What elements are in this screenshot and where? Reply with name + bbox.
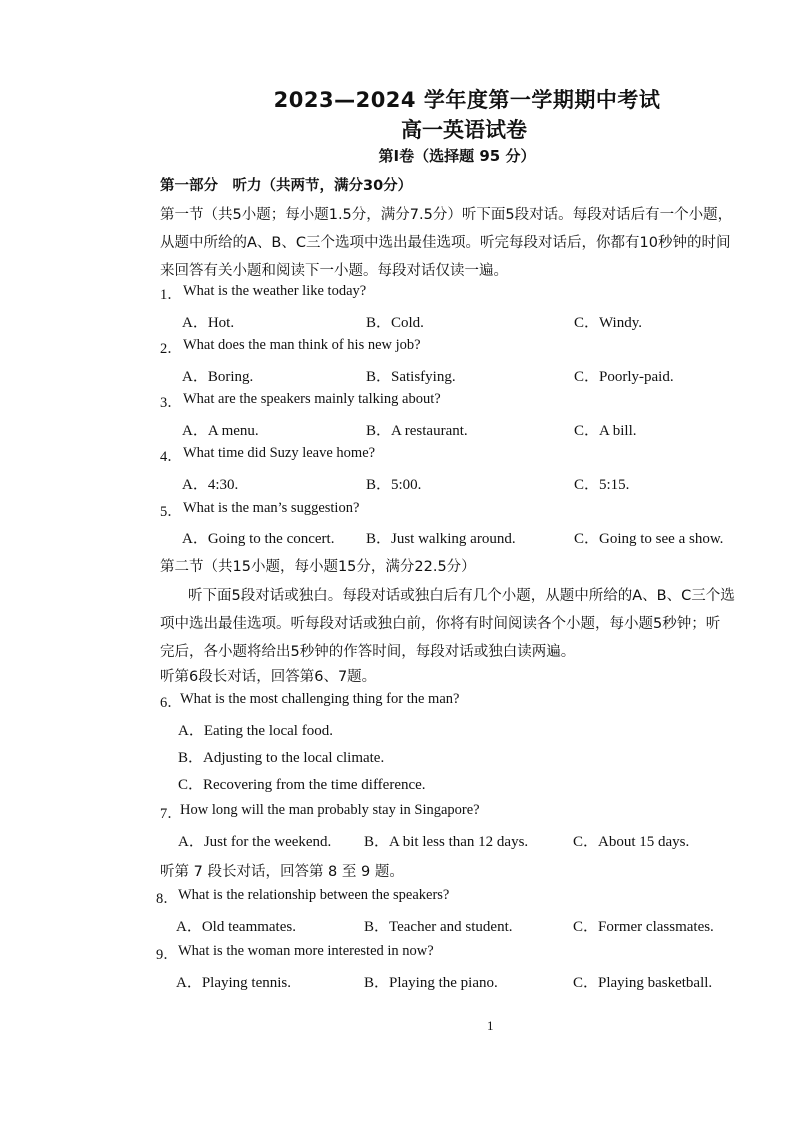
question-number: 6． [160,695,182,711]
question-number: 5． [160,504,182,520]
question-text: What is the most challenging thing for the man? [180,691,460,707]
option-b: B．Cold. [366,315,424,331]
option-a: A．A menu. [182,423,259,439]
option-a: A．Going to the concert. [182,531,335,547]
question-number: 3． [160,395,182,411]
question-text: What are the speakers mainly talking about? [183,391,441,407]
option-a: A．Playing tennis. [176,975,291,991]
dialog-note: 听第6段长对话，回答第6、7题。 [160,669,377,685]
option-b: B．A restaurant. [366,423,468,439]
option-b: B．Adjusting to the local climate. [178,750,385,766]
volume-heading: 第Ⅰ卷（选择题 95 分） [378,147,536,165]
page-number: 1 [487,1018,494,1033]
option-b: B．5:00. [366,477,422,493]
question-text: What is the weather like today? [183,283,367,299]
exam-title: 2023—2024 学年度第一学期期中考试 [273,88,661,112]
exam-subtitle: 高一英语试卷 [401,118,527,142]
option-b: B．Satisfying. [366,369,456,385]
option-b: B．Just walking around. [366,531,516,547]
option-c: C．Playing basketball. [573,975,713,991]
option-c: C．Windy. [574,315,643,331]
question-number: 1． [160,287,182,303]
question-text: What is the man’s suggestion? [183,500,360,516]
option-c: C．Former classmates. [573,919,714,935]
option-a: A．Old teammates. [176,919,296,935]
option-a: A．Boring. [182,369,254,385]
question-number: 4． [160,449,182,465]
section1-instruction-line: 来回答有关小题和阅读下一小题。每段对话仅读一遍。 [160,263,508,279]
section1-instruction-line: 从题中所给的A、B、C三个选项中选出最佳选项。听完每段对话后，你都有10秒钟的时间 [160,235,731,251]
section2-instruction-line: 项中选出最佳选项。听每段对话或独白前，你将有时间阅读各个小题，每小题5秒钟；听 [160,616,721,632]
question-text: What is the relationship between the speakers? [178,887,450,903]
option-a: A．Eating the local food. [178,723,333,739]
option-c: C．5:15. [574,477,630,493]
option-c: C．Going to see a show. [574,531,724,547]
question-text: What does the man think of his new job? [183,337,421,353]
question-number: 2． [160,341,182,357]
option-a: A．4:30. [182,477,239,493]
question-text: What is the woman more interested in now? [178,943,434,959]
question-number: 8． [156,891,178,907]
question-number: 7． [160,806,182,822]
option-b: B．Teacher and student. [364,919,513,935]
section1-instruction-line: 第一节（共5小题；每小题1.5分，满分7.5分）听下面5段对话。每段对话后有一个小题， [160,207,733,223]
section2-instruction-line: 完后，各小题将给出5秒钟的作答时间，每段对话或独白读两遍。 [160,644,576,660]
option-c: C．Recovering from the time difference. [178,777,426,793]
section2-heading: 第二节（共15小题，每小题15分，满分22.5分） [160,559,476,575]
option-c: C．A bill. [574,423,637,439]
option-c: C．Poorly-paid. [574,369,674,385]
part1-heading: 第一部分 听力（共两节，满分30分） [160,178,413,194]
option-c: C．About 15 days. [573,834,690,850]
question-number: 9． [156,947,178,963]
option-b: B．Playing the piano. [364,975,498,991]
option-a: A．Just for the weekend. [178,834,332,850]
dialog-note: 听第 7 段长对话，回答第 8 至 9 题。 [160,864,404,880]
question-text: What time did Suzy leave home? [183,445,376,461]
option-a: A．Hot. [182,315,235,331]
option-b: B．A bit less than 12 days. [364,834,529,850]
section2-instruction-line: 听下面5段对话或独白。每段对话或独白后有几个小题，从题中所给的A、B、C三个选 [188,588,735,604]
question-text: How long will the man probably stay in Singapore? [180,802,480,818]
